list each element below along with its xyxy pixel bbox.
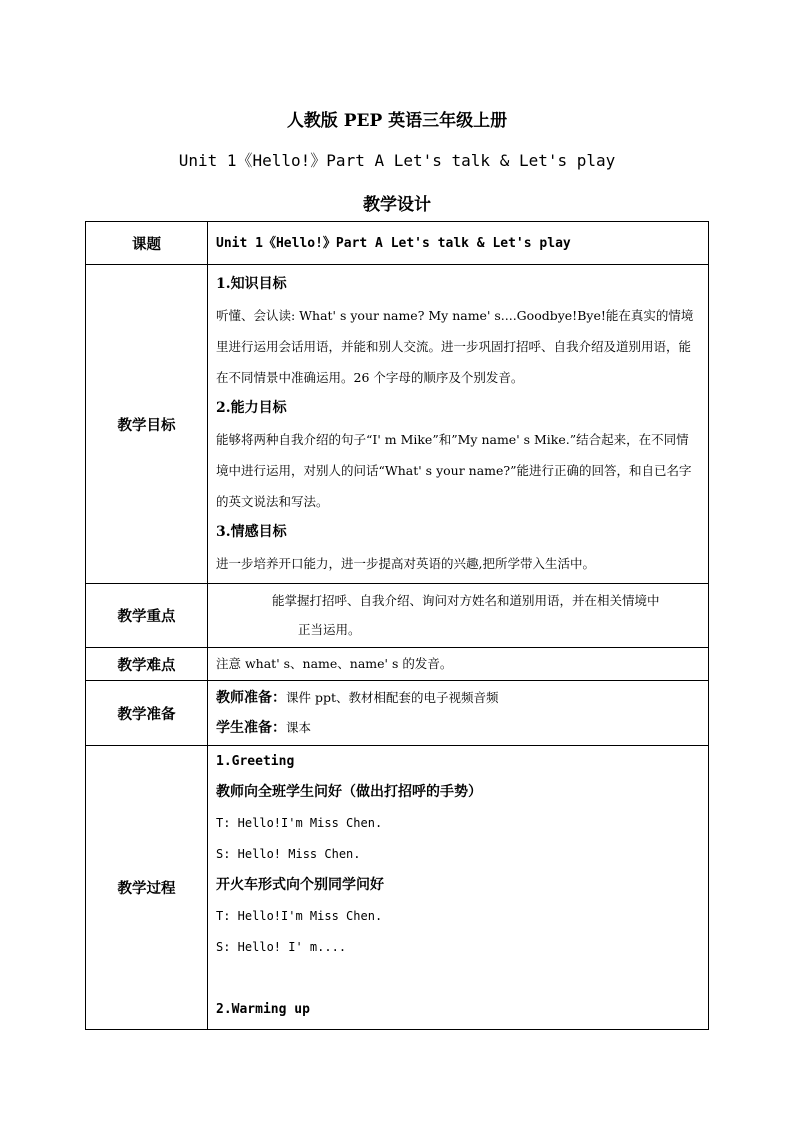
label-difficulties: 教学难点: [86, 648, 208, 681]
document-type: 教学设计: [363, 195, 431, 215]
teacher-prep-value: 课件 ppt、教材相配套的电子视频音频: [286, 690, 499, 705]
teacher-prep-label: 教师准备：: [216, 690, 286, 706]
goal-knowledge-text: 听懂、会认读: What' s your name? My name' s....Goodbye!Bye!能在真实的情境里进行运用会话用语，并能和别人交流。进一步巩固打招呼、自我介绍及道别用语，能在不同情景中准确运用。26 个字母的顺序及个别发音。: [216, 308, 694, 385]
process-content: [208, 746, 709, 1030]
process-line-2: 教师向全班学生问好（做出打招呼的手势）: [216, 784, 482, 800]
process-line-6: T: Hello!I'm Miss Chen.: [216, 909, 383, 923]
value-topic: Unit 1《Hello!》Part A Let's talk & Let's play: [208, 222, 709, 265]
goal-knowledge-heading: 1.知识目标: [216, 276, 287, 292]
goal-emotion-text: 进一步培养开口能力，进一步提高对英语的兴趣,把所学带入生活中。: [216, 556, 595, 571]
document-title: 人教版 PEP 英语三年级上册: [286, 111, 508, 131]
row-topic: [86, 222, 709, 265]
teacher-prep: [216, 683, 700, 713]
process-line-3: T: Hello!I'm Miss Chen.: [216, 816, 383, 830]
lesson-plan-table: [85, 221, 709, 1030]
row-process: [86, 746, 709, 1030]
process-line-4: S: Hello! Miss Chen.: [216, 847, 361, 861]
student-prep-value: 课本: [286, 720, 312, 735]
row-preparation: [86, 681, 709, 746]
process-line-5: 开火车形式向个别同学问好: [216, 877, 384, 893]
goal-ability-heading: 2.能力目标: [216, 400, 287, 416]
row-difficulties: [86, 648, 709, 681]
key-points-content: [208, 584, 709, 648]
process-step-greeting: 1.Greeting: [216, 754, 295, 769]
process-line-7: S: Hello! I' m....: [216, 940, 347, 954]
document-subtitle: Unit 1《Hello!》Part A Let's talk & Let's play: [178, 151, 616, 170]
row-goals: [86, 265, 709, 584]
label-topic: 课题: [86, 222, 208, 265]
label-process: 教学过程: [86, 746, 208, 1030]
label-goals: 教学目标: [86, 265, 208, 584]
student-prep: [216, 713, 700, 743]
row-key-points: [86, 584, 709, 648]
goal-emotion-heading: 3.情感目标: [216, 524, 287, 540]
key-points-line2: 正当运用。: [298, 622, 361, 637]
value-difficulties: 注意 what' s、name、name' s 的发音。: [208, 648, 709, 681]
process-step-warming-up: 2.Warming up: [216, 1002, 310, 1017]
preparation-content: [208, 681, 709, 746]
goals-content: [208, 265, 709, 584]
label-preparation: 教学准备: [86, 681, 208, 746]
key-points-line1: 能掌握打招呼、自我介绍、询问对方姓名和道别用语，并在相关情境中: [272, 593, 660, 608]
label-key-points: 教学重点: [86, 584, 208, 648]
process-blank: [216, 963, 700, 994]
goal-ability-text: 能够将两种自我介绍的句子“I' m Mike”和”My name' s Mike.”结合起来，在不同情境中进行运用，对别人的问话“What' s your name?”能进行正确的回答，和自已名字的英文说法和写法。: [216, 432, 692, 509]
student-prep-label: 学生准备：: [216, 720, 286, 736]
